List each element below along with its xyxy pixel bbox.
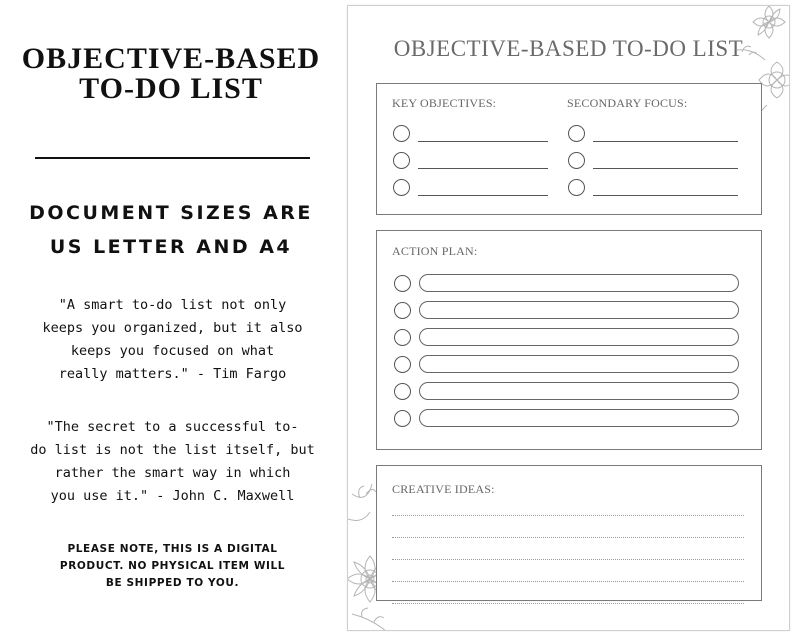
quote-line: you use it." - John C. Maxwell (50, 488, 295, 504)
write-line (418, 141, 548, 142)
promo-title (0, 44, 342, 104)
write-line (593, 141, 738, 142)
circle-checkbox-icon (394, 329, 411, 346)
promo-title-line-2: TO-DO LIST (79, 72, 263, 105)
quote-line: do list is not the list itself, but (30, 442, 315, 458)
note-line: PRODUCT. NO PHYSICAL ITEM WILL (59, 560, 286, 572)
circle-checkbox-icon (394, 410, 411, 427)
document-sizes-text (0, 196, 342, 264)
objectives-section (376, 83, 762, 215)
note-line: PLEASE NOTE, THIS IS A DIGITAL (67, 543, 278, 555)
action-item-field (419, 328, 739, 346)
circle-checkbox-icon (394, 302, 411, 319)
write-line (593, 168, 738, 169)
action-item-field (419, 355, 739, 373)
digital-product-note (30, 541, 315, 592)
sizes-line-2: US LETTER AND A4 (49, 236, 293, 258)
write-line (418, 195, 548, 196)
planner-title: OBJECTIVE-BASED TO-DO LIST (393, 36, 744, 61)
key-objectives-label: KEY OBJECTIVES: (392, 96, 497, 110)
creative-ideas-section (376, 465, 762, 601)
quote-line: "The secret to a successful to- (46, 419, 299, 435)
circle-checkbox-icon (394, 383, 411, 400)
action-item-field (419, 301, 739, 319)
sizes-line-1: DOCUMENT SIZES ARE (29, 202, 313, 224)
action-item-field (419, 382, 739, 400)
circle-checkbox-icon (393, 179, 410, 196)
quote-tim-fargo (30, 294, 315, 386)
quote-line: keeps you organized, but it also (42, 320, 303, 336)
idea-line (392, 515, 744, 516)
circle-checkbox-icon (568, 125, 585, 142)
planner-page-preview (347, 5, 790, 631)
creative-ideas-label: CREATIVE IDEAS: (392, 482, 495, 496)
action-plan-section (376, 230, 762, 450)
idea-line (392, 559, 744, 560)
divider (35, 157, 310, 159)
quote-line: rather the smart way in which (54, 465, 291, 481)
action-item-field (419, 274, 739, 292)
action-item-field (419, 409, 739, 427)
idea-line (392, 603, 744, 604)
idea-line (392, 537, 744, 538)
circle-checkbox-icon (393, 152, 410, 169)
idea-line (392, 581, 744, 582)
write-line (593, 195, 738, 196)
promo-panel (0, 0, 342, 635)
circle-checkbox-icon (568, 179, 585, 196)
quote-john-maxwell (30, 416, 315, 508)
promo-title-line-1: OBJECTIVE-BASED (21, 42, 321, 75)
quote-line: "A smart to-do list not only (58, 297, 287, 313)
circle-checkbox-icon (393, 125, 410, 142)
write-line (418, 168, 548, 169)
quote-line: really matters." - Tim Fargo (58, 366, 287, 382)
note-line: BE SHIPPED TO YOU. (105, 577, 240, 589)
circle-checkbox-icon (394, 356, 411, 373)
quote-line: keeps you focused on what (70, 343, 275, 359)
action-plan-label: ACTION PLAN: (392, 244, 478, 258)
circle-checkbox-icon (394, 275, 411, 292)
secondary-focus-label: SECONDARY FOCUS: (567, 96, 688, 110)
circle-checkbox-icon (568, 152, 585, 169)
